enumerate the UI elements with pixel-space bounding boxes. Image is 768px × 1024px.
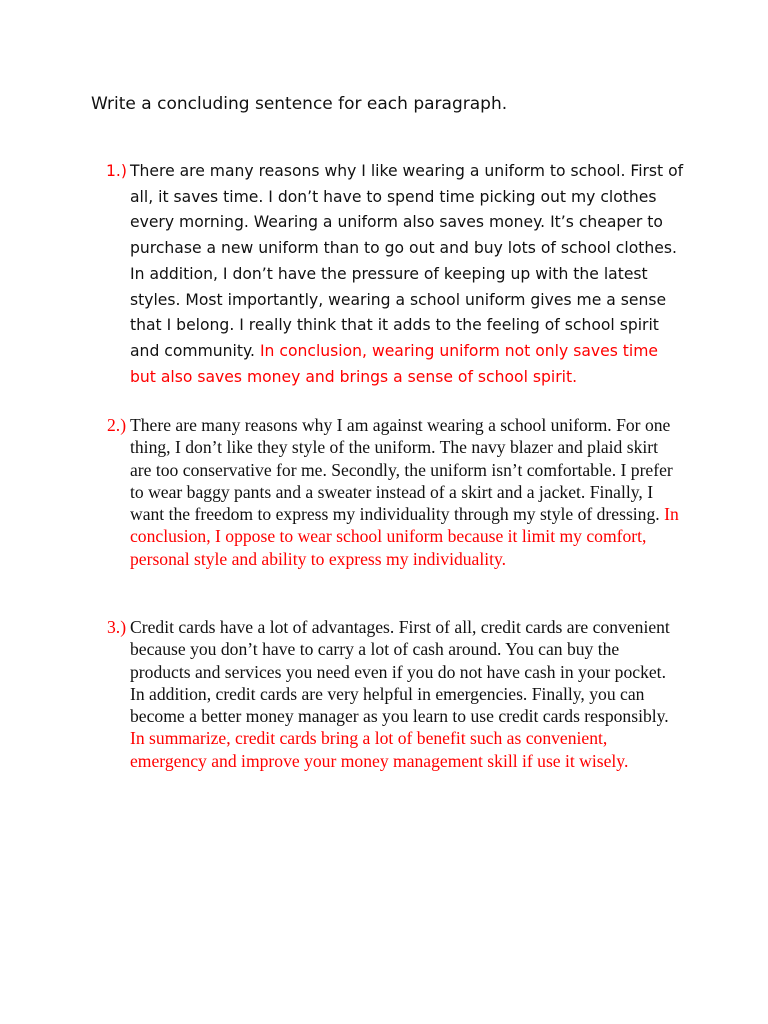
paragraph-body: There are many reasons why I am against wearing a school uniform. For one thing, I don’t like they style of the uniform. The navy blazer and plaid skirt are too conservative for me. Secondly, the uniform isn’t comfortable. I prefer to wear baggy pants and a sweater instead of a skirt and a jacket. Finally, I want the freedom to express my individuality through my style of dressing. xyxy=(130,415,673,525)
paragraph-body: Credit cards have a lot of advantages. First of all, credit cards are convenient because you don’t have to carry a lot of cash around. You can buy the products and services you need even if you do not have cash in your pocket. In addition, credit cards are very helpful in emergencies. Finally, you can become a better money manager as you learn to use credit cards responsibly. xyxy=(130,617,670,727)
paragraph-body: There are many reasons why I like wearing a uniform to school. First of all, it saves time. I don’t have to spend time picking out my clothes every morning. Wearing a uniform also saves money. It’s cheaper to purchase a new uniform than to go out and buy lots of school clothes. In addition, I don’t have the pressure of keeping up with the latest styles. Most importantly, wearing a school uniform gives me a sense that I belong. I really think that it adds to the feeling of school spirit and community. xyxy=(130,162,684,360)
paragraph-3 xyxy=(107,616,682,772)
instruction-heading: Write a concluding sentence for each paragraph. xyxy=(91,94,508,114)
paragraph-number: 2.) xyxy=(107,415,127,435)
paragraph-number: 1.) xyxy=(106,162,127,180)
paragraph-2 xyxy=(107,414,682,570)
concluding-sentence: In summarize, credit cards bring a lot of benefit such as convenient, emergency and improve your money management skill if use it wisely. xyxy=(130,728,629,771)
concluding-sentence: In conclusion, wearing uniform not only saves time but also saves money and brings a sense of school spirit. xyxy=(130,341,659,386)
paragraph-number: 3.) xyxy=(107,617,127,637)
concluding-sentence: In conclusion, I oppose to wear school uniform because it limit my comfort, personal style and ability to express my individuality. xyxy=(130,504,679,569)
paragraph-1 xyxy=(106,159,686,390)
